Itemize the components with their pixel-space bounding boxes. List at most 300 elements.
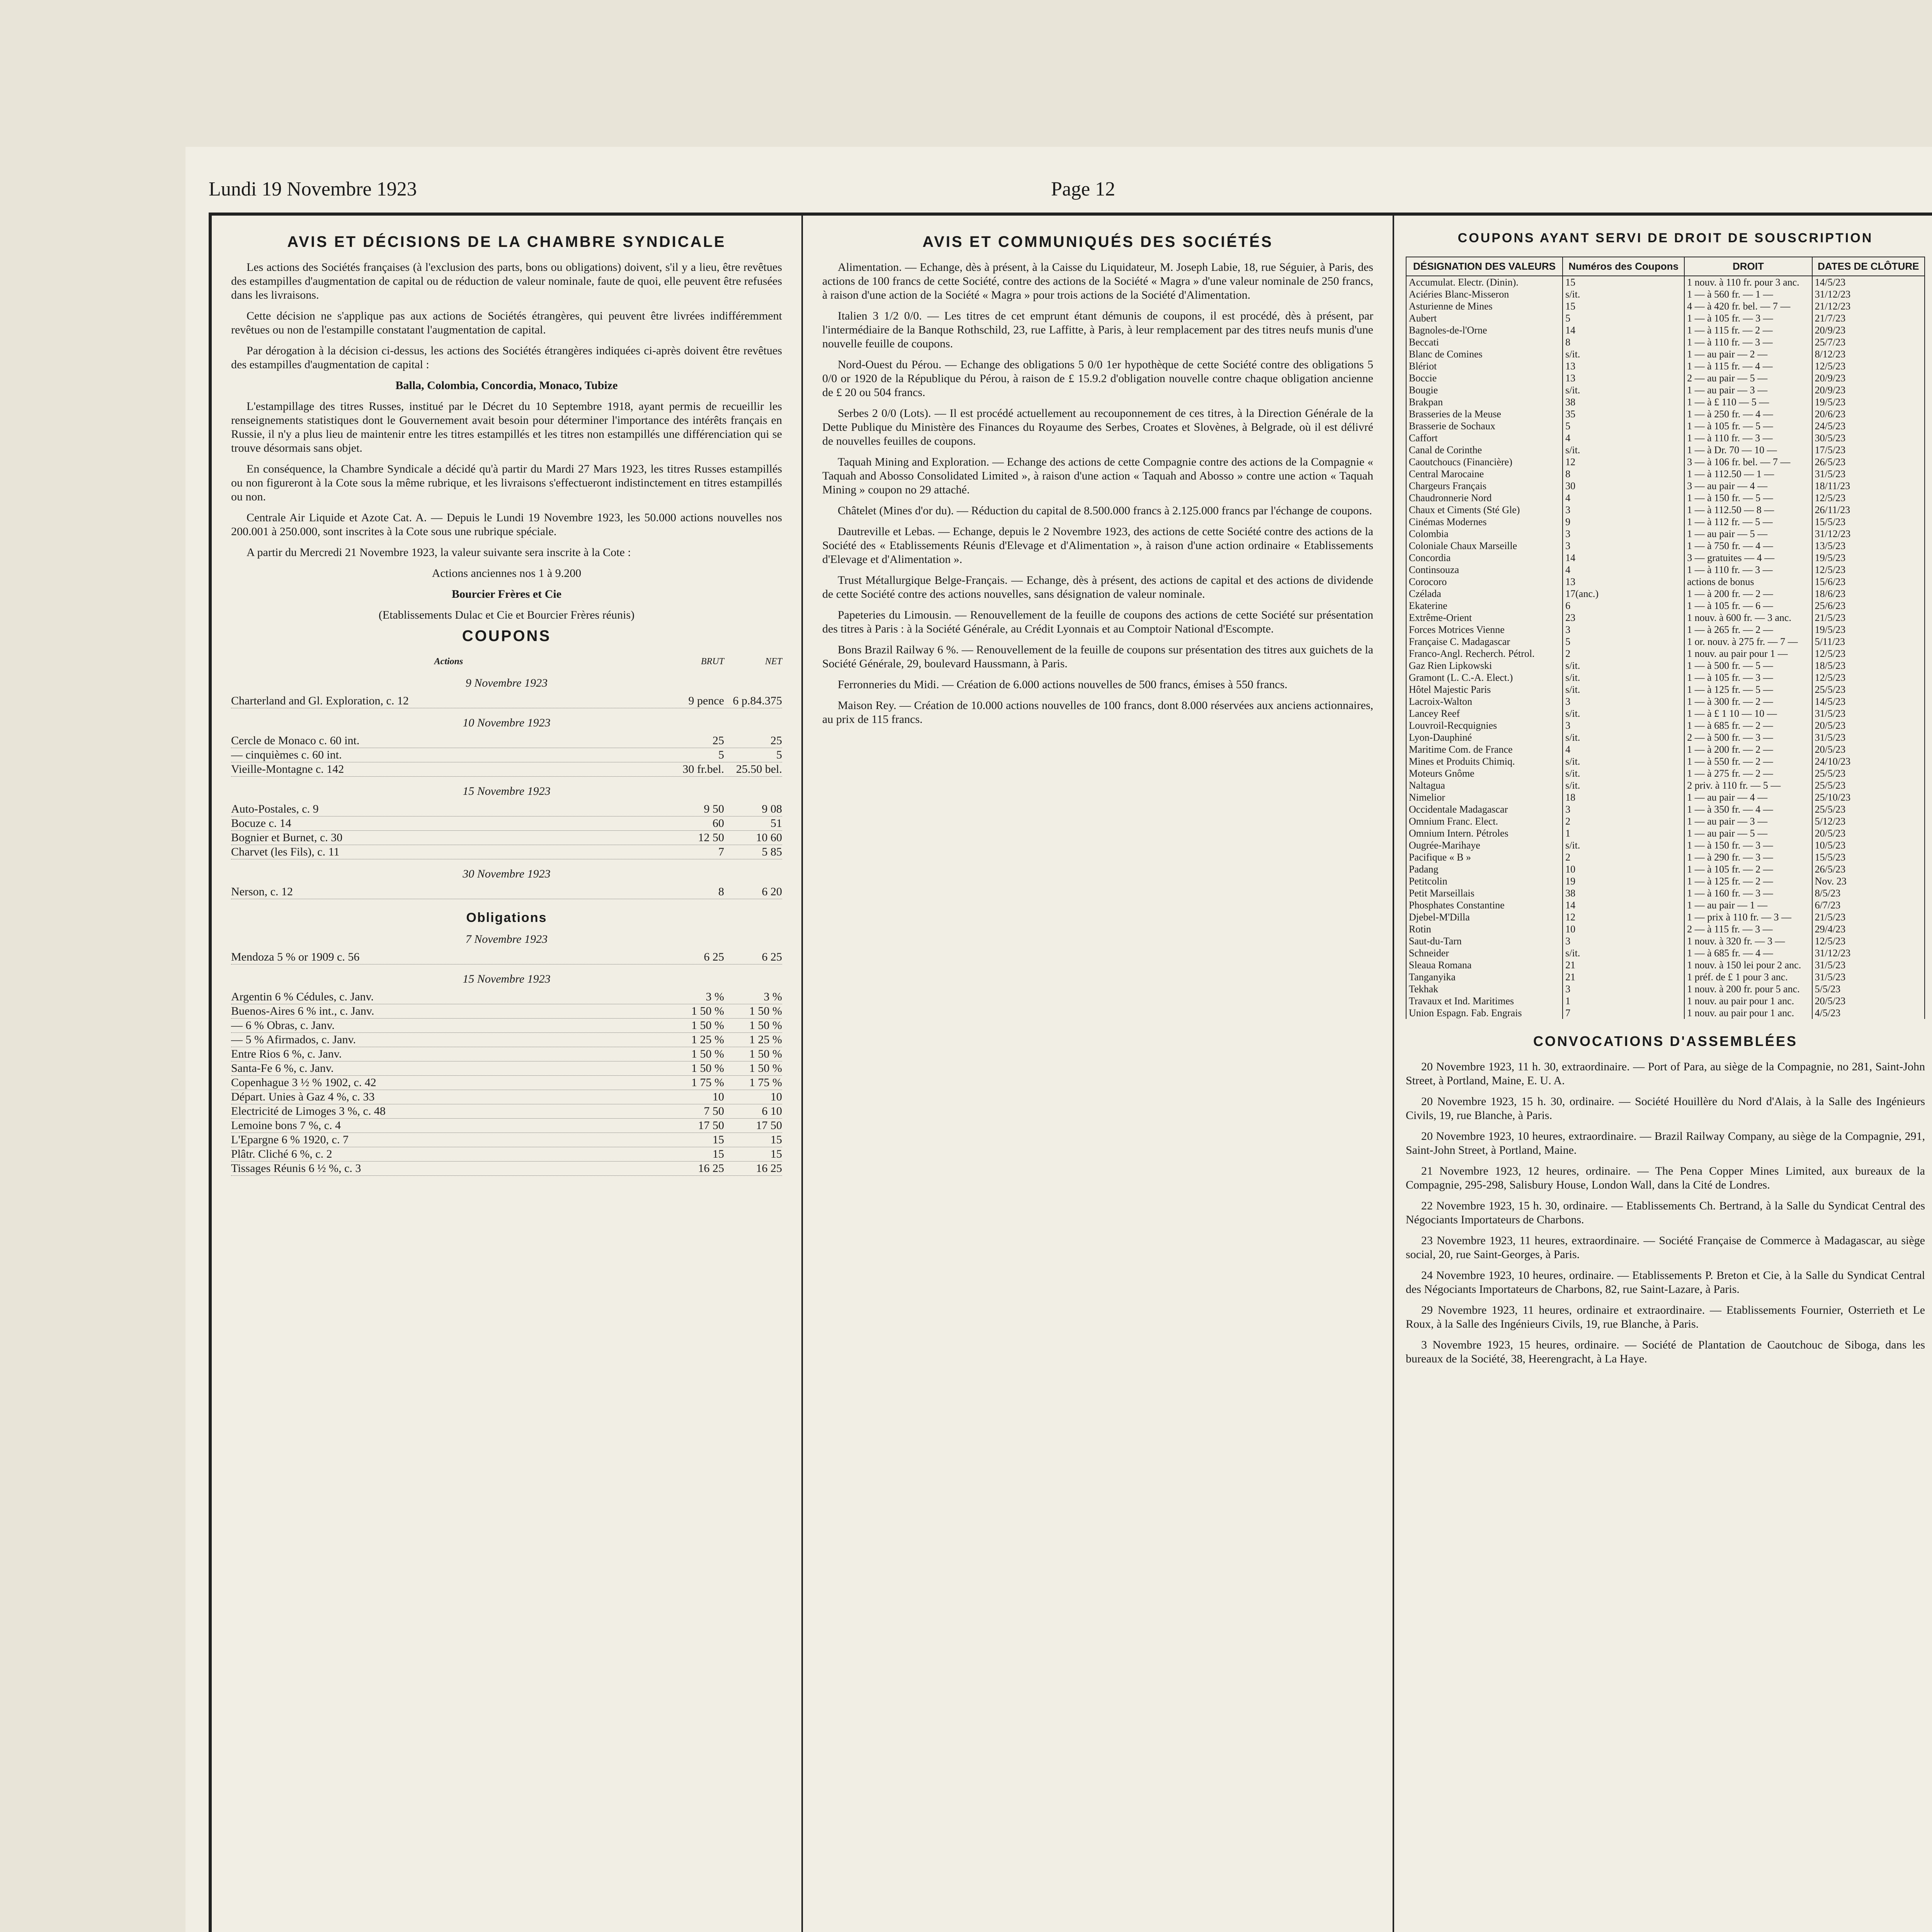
- droit-row: [1406, 612, 1925, 624]
- droit-row: [1406, 624, 1925, 636]
- droit-coupon: 30: [1563, 480, 1684, 492]
- coupon-name: Mendoza 5 % or 1909 c. 56: [231, 951, 360, 963]
- droit-condition: 1 — à 105 fr. — 3 —: [1684, 312, 1812, 324]
- paragraph: Actions anciennes nos 1 à 9.200: [432, 567, 582, 580]
- droit-coupon: 2: [1563, 851, 1684, 863]
- paragraph: Centrale Air Liquide et Azote Cat. A. — Depuis le Lundi 19 Novembre 1923, les 50.000 actions nouvelles nos 200.001 à 250.000, sont inscrites à la Cote sous une rubrique spéciale.: [231, 511, 782, 538]
- coupon-name: Charterland and Gl. Exploration, c. 12: [231, 694, 409, 707]
- column-droit-convocations: [1394, 216, 1932, 1932]
- societe-notice: Nord-Ouest du Pérou. — Echange des obligations 5 0/0 1er hypothèque de cette Société contre des obligations 5 0/0 or 1920 de la République du Pérou, à raison de £ 15.9.2 d'obligation nouvelle contre chaque obligation ancienne de £ 20 ou 504 francs.: [822, 358, 1373, 399]
- droit-row: [1406, 276, 1925, 288]
- coupon-name: Vieille-Montagne c. 142: [231, 763, 344, 776]
- droit-date: 19/5/23: [1812, 624, 1925, 636]
- convocation-item: 23 Novembre 1923, 11 heures, extraordinaire. — Société Française de Commerce à Madagascar, au siège social, 20, rue Saint-Georges, à Paris.: [1406, 1234, 1925, 1261]
- societe-notice: Bons Brazil Railway 6 %. — Renouvellement de la feuille de coupons sur présentation des titres aux guichets de la Société Générale, 29, boulevard Haussmann, à Paris.: [822, 643, 1373, 670]
- droit-condition: 1 — à 500 fr. — 5 —: [1684, 660, 1812, 672]
- droit-coupon: 1: [1563, 995, 1684, 1007]
- droit-condition: 1 — au pair — 4 —: [1684, 791, 1812, 803]
- droit-row: [1406, 396, 1925, 408]
- droit-date: 14/5/23: [1812, 696, 1925, 707]
- droit-row: [1406, 851, 1925, 863]
- droit-condition: 1 — à 685 fr. — 2 —: [1684, 719, 1812, 731]
- societe-notice: Serbes 2 0/0 (Lots). — Il est procédé actuellement au recouponnement de ces titres, à la Direction Générale de la Dette Publique du Ministère des Finances du Royaume des Serbes, Croates et Slovènes, à Belgrade, où il est délivré de nouvelles feuilles de coupons.: [822, 407, 1373, 447]
- coupon-name: Nerson, c. 12: [231, 885, 293, 898]
- droit-row: [1406, 552, 1925, 564]
- coupon-brut: 1 50 %: [691, 1062, 724, 1075]
- column-chambre-syndicale: [212, 216, 803, 1932]
- droit-date: 12/5/23: [1812, 935, 1925, 947]
- coupon-net: 1 25 %: [749, 1033, 782, 1046]
- droit-row: [1406, 300, 1925, 312]
- droit-col-coupons: Numéros des Coupons: [1563, 257, 1684, 276]
- coupon-net: 9 08: [762, 803, 782, 815]
- droit-condition: 1 — à 300 fr. — 2 —: [1684, 696, 1812, 707]
- droit-row: [1406, 432, 1925, 444]
- coupon-row: [231, 694, 782, 708]
- droit-valeur: Nimelior: [1406, 791, 1563, 803]
- coupon-date: 15 Novembre 1923: [463, 973, 551, 985]
- coupon-row: [231, 1162, 782, 1176]
- droit-date: 14/5/23: [1812, 276, 1925, 288]
- droit-valeur: Cinémas Modernes: [1406, 516, 1563, 528]
- coupon-brut: 16 25: [698, 1162, 724, 1175]
- droit-coupon: 13: [1563, 360, 1684, 372]
- coupon-name: Argentin 6 % Cédules, c. Janv.: [231, 990, 374, 1003]
- droit-col-designation: DÉSIGNATION DES VALEURS: [1406, 257, 1563, 276]
- droit-date: 19/5/23: [1812, 552, 1925, 564]
- droit-date: 19/5/23: [1812, 396, 1925, 408]
- droit-condition: 1 — au pair — 2 —: [1684, 348, 1812, 360]
- droit-row: [1406, 1007, 1925, 1019]
- droit-date: 25/6/23: [1812, 600, 1925, 612]
- droit-row: [1406, 887, 1925, 899]
- droit-coupon: 18: [1563, 791, 1684, 803]
- droit-valeur: Beccati: [1406, 336, 1563, 348]
- droit-coupon: 35: [1563, 408, 1684, 420]
- droit-condition: 1 — à 250 fr. — 4 —: [1684, 408, 1812, 420]
- droit-title: COUPONS AYANT SERVI DE DROIT DE SOUSCRIPTION: [1458, 231, 1873, 245]
- droit-row: [1406, 540, 1925, 552]
- coupon-brut: 3 %: [706, 990, 724, 1003]
- droit-valeur: Pacifique « B »: [1406, 851, 1563, 863]
- coupon-name: Electricité de Limoges 3 %, c. 48: [231, 1105, 386, 1117]
- paragraph: A partir du Mercredi 21 Novembre 1923, la valeur suivante sera inscrite à la Cote :: [247, 546, 631, 559]
- droit-coupon: 4: [1563, 492, 1684, 504]
- coupon-net: 15: [770, 1133, 782, 1146]
- droit-date: 20/5/23: [1812, 743, 1925, 755]
- droit-valeur: Extrême-Orient: [1406, 612, 1563, 624]
- droit-valeur: Phosphates Constantine: [1406, 899, 1563, 911]
- coupon-row: [231, 1104, 782, 1119]
- droit-condition: 1 — à £ 110 — 5 —: [1684, 396, 1812, 408]
- droit-date: 21/7/23: [1812, 312, 1925, 324]
- droit-coupon: 38: [1563, 887, 1684, 899]
- droit-coupon: s/it.: [1563, 288, 1684, 300]
- droit-condition: 1 — à 110 fr. — 3 —: [1684, 336, 1812, 348]
- droit-date: 21/12/23: [1812, 300, 1925, 312]
- droit-date: 26/11/23: [1812, 504, 1925, 516]
- droit-valeur: Brakpan: [1406, 396, 1563, 408]
- coupon-brut: 15: [713, 1148, 724, 1160]
- coupon-brut: 1 50 %: [691, 1005, 724, 1017]
- droit-valeur: Petitcolin: [1406, 875, 1563, 887]
- droit-valeur: Mines et Produits Chimiq.: [1406, 755, 1563, 767]
- droit-coupon: 9: [1563, 516, 1684, 528]
- coupon-net: 25: [770, 734, 782, 747]
- droit-row: [1406, 755, 1925, 767]
- convocation-item: 3 Novembre 1923, 15 heures, ordinaire. — Société de Plantation de Caoutchouc de Siboga, dans les bureaux de la Société, 38, Heerengracht, à La Haye.: [1406, 1338, 1925, 1365]
- newspaper-page: [185, 147, 1932, 1932]
- droit-coupon: s/it.: [1563, 384, 1684, 396]
- droit-coupon: 3: [1563, 935, 1684, 947]
- droit-valeur: Accumulat. Electr. (Dinin).: [1406, 276, 1563, 288]
- running-header: [209, 178, 1932, 209]
- droit-date: 18/6/23: [1812, 588, 1925, 600]
- droit-row: [1406, 743, 1925, 755]
- droit-condition: 1 — au pair — 5 —: [1684, 528, 1812, 540]
- coupon-row: [231, 1004, 782, 1019]
- coupon-row: [231, 734, 782, 748]
- droit-condition: 1 — à 350 fr. — 4 —: [1684, 803, 1812, 815]
- paragraph: L'estampillage des titres Russes, institué par le Décret du 10 Septembre 1918, ayant permis de recueillir les renseignements statistiques dont le Gouvernement avait besoin pour déterminer l'importance des intérêts français en Russie, il n'y a plus lieu de maintenir entre les titres estampillés et les titres non estampillés une différenciation qui se trouve désormais sans objet.: [231, 400, 782, 454]
- droit-coupon: 15: [1563, 276, 1684, 288]
- coupon-row: [231, 748, 782, 762]
- droit-coupon: 12: [1563, 456, 1684, 468]
- coupon-name: Charvet (les Fils), c. 11: [231, 845, 340, 858]
- droit-row: [1406, 360, 1925, 372]
- droit-coupon: 14: [1563, 899, 1684, 911]
- droit-valeur: Naltagua: [1406, 779, 1563, 791]
- droit-coupon: 17(anc.): [1563, 588, 1684, 600]
- droit-valeur: Canal de Corinthe: [1406, 444, 1563, 456]
- droit-condition: 1 — à 560 fr. — 1 —: [1684, 288, 1812, 300]
- droit-valeur: Brasseries de la Meuse: [1406, 408, 1563, 420]
- societe-notice: Italien 3 1/2 0/0. — Les titres de cet emprunt étant démunis de coupons, il est procédé, dès à présent, par l'intermédiaire de la Banque Rothschild, 23, rue Laffitte, à Paris, à leur remplacement par des titres neufs munis d'une nouvelle feuille de coupons.: [822, 310, 1373, 350]
- droit-valeur: Hôtel Majestic Paris: [1406, 684, 1563, 696]
- droit-coupon: 21: [1563, 959, 1684, 971]
- coupon-name: Plâtr. Cliché 6 %, c. 2: [231, 1148, 332, 1160]
- coupon-brut: 5: [718, 748, 724, 761]
- droit-valeur: Louvroil-Recquignies: [1406, 719, 1563, 731]
- societe-notice: Papeteries du Limousin. — Renouvellement de la feuille de coupons des actions de cette Société sur présentation des titres à Paris : à la Société Générale, au Crédit Lyonnais et au Comptoir National d'Escompte.: [822, 609, 1373, 635]
- paragraph: Par dérogation à la décision ci-dessus, les actions des Sociétés étrangères indiquées ci-après doivent être revêtues des estampilles d'augmentation de capital :: [231, 344, 782, 371]
- convocations-list: [1406, 1060, 1925, 1366]
- coupon-brut: 25: [713, 734, 724, 747]
- societe-notice: Maison Rey. — Création de 10.000 actions nouvelles de 100 francs, dont 8.000 réservées aux anciens actionnaires, au prix de 115 francs.: [822, 699, 1373, 726]
- droit-date: 20/5/23: [1812, 827, 1925, 839]
- droit-coupon: 3: [1563, 624, 1684, 636]
- droit-table: [1406, 257, 1925, 1019]
- droit-valeur: Coloniale Chaux Marseille: [1406, 540, 1563, 552]
- coupon-brut: 7: [718, 845, 724, 858]
- coupon-name: — 6 % Obras, c. Janv.: [231, 1019, 335, 1032]
- droit-date: 6/7/23: [1812, 899, 1925, 911]
- coupon-net: 1 50 %: [749, 1062, 782, 1075]
- droit-condition: 1 — à 150 fr. — 3 —: [1684, 839, 1812, 851]
- droit-condition: 1 — au pair — 3 —: [1684, 815, 1812, 827]
- droit-row: [1406, 420, 1925, 432]
- droit-row: [1406, 983, 1925, 995]
- droit-valeur: Rotin: [1406, 923, 1563, 935]
- droit-valeur: Tekhak: [1406, 983, 1563, 995]
- droit-valeur: Central Marocaine: [1406, 468, 1563, 480]
- droit-coupon: 12: [1563, 911, 1684, 923]
- droit-row: [1406, 719, 1925, 731]
- droit-date: 31/5/23: [1812, 959, 1925, 971]
- droit-row: [1406, 707, 1925, 719]
- droit-coupon: 7: [1563, 1007, 1684, 1019]
- droit-condition: 1 — à 110 fr. — 3 —: [1684, 432, 1812, 444]
- societe-notice: Alimentation. — Echange, dès à présent, à la Caisse du Liquidateur, M. Joseph Labie, 18, rue Séguier, à Paris, des actions de 100 francs de cette Société, contre des actions de la Société « Magra » d'une valeur nominale de 250 francs, à raison d'une action de la Société « Magra » pour trois actions de la Société d'Alimentation.: [822, 261, 1373, 301]
- coupon-row: [231, 1076, 782, 1090]
- droit-coupon: 3: [1563, 528, 1684, 540]
- droit-row: [1406, 839, 1925, 851]
- coupon-date: 7 Novembre 1923: [465, 933, 548, 946]
- droit-row: [1406, 672, 1925, 684]
- droit-valeur: Saut-du-Tarn: [1406, 935, 1563, 947]
- droit-date: 12/5/23: [1812, 672, 1925, 684]
- coupon-brut: 1 50 %: [691, 1019, 724, 1032]
- droit-row: [1406, 875, 1925, 887]
- droit-coupon: 3: [1563, 803, 1684, 815]
- droit-condition: 1 — à 110 fr. — 3 —: [1684, 564, 1812, 576]
- droit-valeur: Occidentale Madagascar: [1406, 803, 1563, 815]
- droit-row: [1406, 456, 1925, 468]
- droit-date: 4/5/23: [1812, 1007, 1925, 1019]
- coupon-brut: 12 50: [698, 831, 724, 844]
- droit-valeur: Padang: [1406, 863, 1563, 875]
- coupon-date: 15 Novembre 1923: [463, 785, 551, 798]
- droit-valeur: Asturienne de Mines: [1406, 300, 1563, 312]
- droit-condition: 1 nouv. à 320 fr. — 3 —: [1684, 935, 1812, 947]
- droit-coupon: s/it.: [1563, 707, 1684, 719]
- droit-condition: 2 — à 500 fr. — 3 —: [1684, 731, 1812, 743]
- coupon-brut: 6 25: [704, 951, 724, 963]
- droit-row: [1406, 312, 1925, 324]
- droit-valeur: Djebel-M'Dilla: [1406, 911, 1563, 923]
- droit-row: [1406, 468, 1925, 480]
- droit-condition: 1 — à Dr. 70 — 10 —: [1684, 444, 1812, 456]
- droit-row: [1406, 600, 1925, 612]
- droit-coupon: 14: [1563, 324, 1684, 336]
- societe-notice: Dautreville et Lebas. — Echange, depuis le 2 Novembre 1923, des actions de cette Société contre des actions de la Société des « Etablissements Réunis d'Elevage et d'Alimentation », à raison d'une action ordinaire « Etablissements d'Elevage et d'Alimentation ».: [822, 525, 1373, 566]
- coupon-brut: 17 50: [698, 1119, 724, 1132]
- droit-date: 31/5/23: [1812, 707, 1925, 719]
- droit-date: 12/5/23: [1812, 492, 1925, 504]
- droit-date: 25/5/23: [1812, 803, 1925, 815]
- droit-coupon: s/it.: [1563, 779, 1684, 791]
- droit-coupon: 1: [1563, 827, 1684, 839]
- droit-coupon: 19: [1563, 875, 1684, 887]
- societe-notice: Taquah Mining and Exploration. — Echange des actions de cette Compagnie contre des actions de la Compagnie « Taquah and Abosso Consolidated Limited », à raison d'une action « Taquah and Abosso » contre une action « Taquah Mining » coupon no 29 attaché.: [822, 456, 1373, 496]
- droit-condition: 1 — à 125 fr. — 2 —: [1684, 875, 1812, 887]
- droit-valeur: Lancey Reef: [1406, 707, 1563, 719]
- droit-coupon: 13: [1563, 372, 1684, 384]
- chambre-title: AVIS ET DÉCISIONS DE LA CHAMBRE SYNDICALE: [287, 233, 726, 250]
- droit-row: [1406, 815, 1925, 827]
- coupon-brut: 9 pence: [688, 694, 724, 707]
- droit-condition: 1 — à 265 fr. — 2 —: [1684, 624, 1812, 636]
- droit-date: 20/9/23: [1812, 324, 1925, 336]
- coupon-brut: 15: [713, 1133, 724, 1146]
- droit-row: [1406, 827, 1925, 839]
- droit-coupon: 4: [1563, 743, 1684, 755]
- droit-valeur: Boccie: [1406, 372, 1563, 384]
- droit-date: 12/5/23: [1812, 360, 1925, 372]
- droit-coupon: 4: [1563, 564, 1684, 576]
- paragraph: En conséquence, la Chambre Syndicale a décidé qu'à partir du Mardi 27 Mars 1923, les titres Russes estampillés ou non figureront à la Cote sous la même rubrique, et les livraisons s'effectueront indistinctement en titres estampillés ou non.: [231, 463, 782, 503]
- droit-row: [1406, 696, 1925, 707]
- droit-row: [1406, 492, 1925, 504]
- droit-condition: 1 — à 550 fr. — 2 —: [1684, 755, 1812, 767]
- droit-coupon: 38: [1563, 396, 1684, 408]
- droit-date: 30/5/23: [1812, 432, 1925, 444]
- droit-table-body: [1406, 276, 1925, 1019]
- convocation-item: 29 Novembre 1923, 11 heures, ordinaire et extraordinaire. — Etablissements Fournier, Osterrieth et Le Roux, à la Salle des Ingénieurs Civils, 19, rue Blanche, à Paris.: [1406, 1304, 1925, 1330]
- droit-row: [1406, 803, 1925, 815]
- droit-row: [1406, 959, 1925, 971]
- droit-condition: 1 — à 112 fr. — 5 —: [1684, 516, 1812, 528]
- coupon-brut: 7 50: [704, 1105, 724, 1117]
- coupon-net: 10: [770, 1090, 782, 1103]
- droit-condition: 1 — à 750 fr. — 4 —: [1684, 540, 1812, 552]
- droit-valeur: Gaz Rien Lipkowski: [1406, 660, 1563, 672]
- droit-condition: 2 — au pair — 5 —: [1684, 372, 1812, 384]
- coupon-row: [231, 1019, 782, 1033]
- droit-row: [1406, 408, 1925, 420]
- droit-row: [1406, 863, 1925, 875]
- droit-condition: 1 — à 115 fr. — 4 —: [1684, 360, 1812, 372]
- droit-condition: 3 — gratuites — 4 —: [1684, 552, 1812, 564]
- droit-valeur: Maritime Com. de France: [1406, 743, 1563, 755]
- droit-condition: 1 — à £ 1 10 — 10 —: [1684, 707, 1812, 719]
- coupon-net: 1 50 %: [749, 1048, 782, 1060]
- droit-valeur: Czélada: [1406, 588, 1563, 600]
- droit-valeur: Forces Motrices Vienne: [1406, 624, 1563, 636]
- droit-coupon: 2: [1563, 648, 1684, 660]
- droit-date: 20/5/23: [1812, 719, 1925, 731]
- droit-date: 12/5/23: [1812, 648, 1925, 660]
- droit-condition: 1 — au pair — 1 —: [1684, 899, 1812, 911]
- droit-condition: 1 or. nouv. à 275 fr. — 7 —: [1684, 636, 1812, 648]
- droit-date: 31/5/23: [1812, 971, 1925, 983]
- droit-row: [1406, 636, 1925, 648]
- coupon-date: 9 Novembre 1923: [465, 677, 548, 689]
- droit-valeur: Lacroix-Walton: [1406, 696, 1563, 707]
- droit-coupon: 8: [1563, 336, 1684, 348]
- droit-row: [1406, 684, 1925, 696]
- droit-row: [1406, 504, 1925, 516]
- droit-condition: 1 — à 105 fr. — 6 —: [1684, 600, 1812, 612]
- droit-coupon: 21: [1563, 971, 1684, 983]
- droit-date: 5/12/23: [1812, 815, 1925, 827]
- coupon-net: 3 %: [764, 990, 782, 1003]
- droit-valeur: Française C. Madagascar: [1406, 636, 1563, 648]
- content-frame: [209, 213, 1932, 1932]
- coupon-name: Bocuze c. 14: [231, 817, 291, 830]
- droit-condition: 1 — à 200 fr. — 2 —: [1684, 743, 1812, 755]
- droit-valeur: Brasserie de Sochaux: [1406, 420, 1563, 432]
- droit-row: [1406, 576, 1925, 588]
- coupon-name: — cinquièmes c. 60 int.: [231, 748, 342, 761]
- droit-coupon: 6: [1563, 600, 1684, 612]
- droit-condition: 1 — à 150 fr. — 5 —: [1684, 492, 1812, 504]
- droit-condition: 1 nouv. à 110 fr. pour 3 anc.: [1684, 276, 1812, 288]
- droit-valeur: Aubert: [1406, 312, 1563, 324]
- coupons-column-header: [231, 655, 782, 668]
- droit-valeur: Colombia: [1406, 528, 1563, 540]
- droit-date: 26/5/23: [1812, 456, 1925, 468]
- droit-coupon: 2: [1563, 815, 1684, 827]
- droit-valeur: Continsouza: [1406, 564, 1563, 576]
- droit-row: [1406, 731, 1925, 743]
- droit-date: 24/10/23: [1812, 755, 1925, 767]
- droit-col-droit: DROIT: [1684, 257, 1812, 276]
- droit-row: [1406, 444, 1925, 456]
- droit-row: [1406, 923, 1925, 935]
- droit-row: [1406, 779, 1925, 791]
- coupon-row: [231, 1119, 782, 1133]
- droit-date: 25/5/23: [1812, 779, 1925, 791]
- coupon-name: — 5 % Afirmados, c. Janv.: [231, 1033, 356, 1046]
- droit-condition: 2 priv. à 110 fr. — 5 —: [1684, 779, 1812, 791]
- coupon-name: Entre Rios 6 %, c. Janv.: [231, 1048, 342, 1060]
- droit-coupon: 23: [1563, 612, 1684, 624]
- coupon-name: Tissages Réunis 6 ½ %, c. 3: [231, 1162, 361, 1175]
- coupon-date: 10 Novembre 1923: [463, 716, 551, 729]
- convocation-item: 20 Novembre 1923, 11 h. 30, extraordinaire. — Port of Para, au siège de la Compagnie, no 281, Saint-John Street, à Portland, Maine, E. U. A.: [1406, 1060, 1925, 1087]
- coupon-row: [231, 1133, 782, 1147]
- droit-coupon: s/it.: [1563, 672, 1684, 684]
- coupon-name: L'Epargne 6 % 1920, c. 7: [231, 1133, 349, 1146]
- droit-coupon: 5: [1563, 636, 1684, 648]
- droit-condition: 1 — à 105 fr. — 3 —: [1684, 672, 1812, 684]
- droit-coupon: s/it.: [1563, 755, 1684, 767]
- societe-notice: Trust Métallurgique Belge-Français. — Echange, dès à présent, des actions de capital et des actions de dividende de cette Société contre des actions nouvelles, sans désignation de valeur nominale.: [822, 574, 1373, 600]
- droit-row: [1406, 971, 1925, 983]
- droit-condition: 1 — au pair — 3 —: [1684, 384, 1812, 396]
- coupon-name: Auto-Postales, c. 9: [231, 803, 319, 815]
- droit-date: 8/12/23: [1812, 348, 1925, 360]
- droit-valeur: Gramont (L. C.-A. Elect.): [1406, 672, 1563, 684]
- droit-condition: 1 préf. de £ 1 pour 3 anc.: [1684, 971, 1812, 983]
- droit-date: 10/5/23: [1812, 839, 1925, 851]
- coupon-brut: 8: [718, 885, 724, 898]
- coupon-net: 6 25: [762, 951, 782, 963]
- droit-row: [1406, 564, 1925, 576]
- droit-condition: 1 — à 290 fr. — 3 —: [1684, 851, 1812, 863]
- droit-coupon: s/it.: [1563, 947, 1684, 959]
- coupon-row: [231, 950, 782, 964]
- societe-notice: Châtelet (Mines d'or du). — Réduction du capital de 8.500.000 francs à 2.125.000 francs par l'échange de coupons.: [838, 504, 1372, 517]
- droit-date: 24/5/23: [1812, 420, 1925, 432]
- droit-row: [1406, 480, 1925, 492]
- coupon-date: 30 Novembre 1923: [463, 867, 551, 880]
- coupon-row: [231, 1090, 782, 1104]
- coupon-name: Départ. Unies à Gaz 4 %, c. 33: [231, 1090, 375, 1103]
- coupon-net: 5: [776, 748, 782, 761]
- droit-row: [1406, 288, 1925, 300]
- coupon-net: 15: [770, 1148, 782, 1160]
- droit-valeur: Sleaua Romana: [1406, 959, 1563, 971]
- droit-valeur: Petit Marseillais: [1406, 887, 1563, 899]
- droit-coupon: s/it.: [1563, 767, 1684, 779]
- column-societes: [803, 216, 1394, 1932]
- brut-header: BRUT: [701, 656, 724, 667]
- droit-date: 31/12/23: [1812, 947, 1925, 959]
- droit-condition: 1 nouv. à 150 lei pour 2 anc.: [1684, 959, 1812, 971]
- droit-col-dates: DATES DE CLÔTURE: [1812, 257, 1925, 276]
